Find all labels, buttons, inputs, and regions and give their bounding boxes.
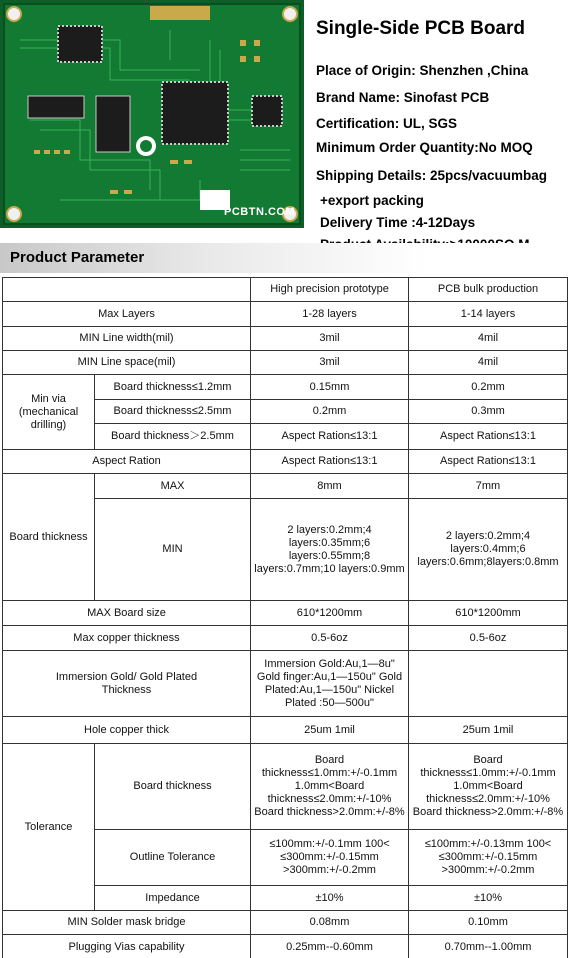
max-layers-proto: 1-28 layers (251, 302, 409, 327)
board-thickness-max-proto: 8mm (251, 474, 409, 499)
min-via-sub-label: Board thickness≤2.5mm (95, 400, 251, 424)
min-via-proto: 0.2mm (251, 400, 409, 424)
max-layers-bulk: 1-14 layers (409, 302, 568, 327)
table-row (3, 744, 568, 830)
pcb-board-photo (0, 0, 304, 228)
spec-brand-name: Brand Name: Sinofast PCB (316, 90, 490, 105)
tolerance-board-thickness-proto: Board thickness≤1.0mm:+/-0.1mm 1.0mm<Board thickness≤2.0mm:+/-10% Board thickness>2.0mm:+/-8% (251, 744, 409, 830)
board-thickness-min-bulk: 2 layers:0.2mm;4 layers:0.4mm;6 layers:0.6mm;8layers:0.8mm (409, 499, 568, 601)
table-row (3, 327, 568, 351)
spec-certification: Certification: UL, SGS (316, 116, 458, 131)
min-via-proto: 0.15mm (251, 375, 409, 400)
board-thickness-min-label: MIN (95, 499, 251, 601)
min-via-bulk: 0.2mm (409, 375, 568, 400)
row-label-aspect-ration: Aspect Ration (3, 450, 251, 474)
immersion-gold-bulk (409, 651, 568, 717)
min-via-bulk: Aspect Ration≤13:1 (409, 424, 568, 450)
tolerance-outline-bulk: ≤100mm:+/-0.13mm 100< ≤300mm:+/-0.15mm >300mm:+/-0.2mm (409, 830, 568, 886)
spec-export-packing: +export packing (320, 193, 424, 208)
table-row (3, 717, 568, 744)
plugging-vias-proto: 0.25mm--0.60mm (251, 935, 409, 958)
tolerance-board-thickness-label: Board thickness (95, 744, 251, 830)
table-row (3, 626, 568, 651)
min-via-bulk: 0.3mm (409, 400, 568, 424)
min-line-width-bulk: 4mil (409, 327, 568, 351)
table-row (3, 911, 568, 935)
min-via-proto: Aspect Ration≤13:1 (251, 424, 409, 450)
row-label-min-line-width: MIN Line width(mil) (3, 327, 251, 351)
pcb-board-illustration (0, 0, 304, 228)
spec-delivery-time: Delivery Time :4-12Days (320, 215, 476, 230)
hole-copper-proto: 25um 1mil (251, 717, 409, 744)
solder-mask-proto: 0.08mm (251, 911, 409, 935)
row-label-max-copper: Max copper thickness (3, 626, 251, 651)
max-copper-proto: 0.5-6oz (251, 626, 409, 651)
spec-shipping-details: Shipping Details: 25pcs/vacuumbag (316, 168, 548, 183)
aspect-ration-proto: Aspect Ration≤13:1 (251, 450, 409, 474)
row-label-board-thickness: Board thickness (3, 474, 95, 601)
header-blank-cell (3, 278, 251, 302)
plugging-vias-bulk: 0.70mm--1.00mm (409, 935, 568, 958)
hole-copper-bulk: 25um 1mil (409, 717, 568, 744)
min-line-width-proto: 3mil (251, 327, 409, 351)
table-header-row (3, 278, 568, 302)
section-title: Product Parameter (10, 249, 145, 266)
table-row (3, 450, 568, 474)
min-line-space-bulk: 4mil (409, 351, 568, 375)
solder-mask-bulk: 0.10mm (409, 911, 568, 935)
table-row (3, 651, 568, 717)
product-parameter-table (2, 277, 568, 958)
board-thickness-max-label: MAX (95, 474, 251, 499)
row-label-solder-mask: MIN Solder mask bridge (3, 911, 251, 935)
header-prototype: High precision prototype (251, 278, 409, 302)
row-label-max-board-size: MAX Board size (3, 601, 251, 626)
table-row (3, 601, 568, 626)
board-thickness-max-bulk: 7mm (409, 474, 568, 499)
row-label-min-via: Min via (mechanical drilling) (3, 375, 95, 450)
row-label-min-line-space: MIN Line space(mil) (3, 351, 251, 375)
max-copper-bulk: 0.5-6oz (409, 626, 568, 651)
table-row (3, 935, 568, 958)
tolerance-outline-label: Outline Tolerance (95, 830, 251, 886)
row-label-hole-copper: Hole copper thick (3, 717, 251, 744)
table-row (3, 351, 568, 375)
row-label-tolerance: Tolerance (3, 744, 95, 911)
header-bulk: PCB bulk production (409, 278, 568, 302)
tolerance-impedance-proto: ±10% (251, 886, 409, 911)
tolerance-board-thickness-bulk: Board thickness≤1.0mm:+/-0.1mm 1.0mm<Board thickness≤2.0mm:+/-10% Board thickness>2.0mm:+/-8% (409, 744, 568, 830)
max-board-size-bulk: 610*1200mm (409, 601, 568, 626)
tolerance-outline-proto: ≤100mm:+/-0.1mm 100< ≤300mm:+/-0.15mm >300mm:+/-0.2mm (251, 830, 409, 886)
table-row (3, 375, 568, 400)
table-row (3, 302, 568, 327)
row-label-max-layers: Max Layers (3, 302, 251, 327)
product-title: Single-Side PCB Board (316, 18, 526, 39)
pcb-watermark: PCBTN.COM (224, 206, 296, 218)
aspect-ration-bulk: Aspect Ration≤13:1 (409, 450, 568, 474)
spec-moq: Minimum Order Quantity:No MOQ (316, 140, 533, 155)
tolerance-impedance-bulk: ±10% (409, 886, 568, 911)
max-board-size-proto: 610*1200mm (251, 601, 409, 626)
spec-place-of-origin: Place of Origin: Shenzhen ,China (316, 63, 529, 78)
min-line-space-proto: 3mil (251, 351, 409, 375)
table-row (3, 474, 568, 499)
row-label-plugging-vias: Plugging Vias capability (3, 935, 251, 958)
min-via-sub-label: Board thickness＞2.5mm (95, 424, 251, 450)
immersion-gold-proto: Immersion Gold:Au,1—8u" Gold finger:Au,1—150u" Gold Plated:Au,1—150u" Nickel Plated :50—500u" (251, 651, 409, 717)
min-via-sub-label: Board thickness≤1.2mm (95, 375, 251, 400)
tolerance-impedance-label: Impedance (95, 886, 251, 911)
board-thickness-min-proto: 2 layers:0.2mm;4 layers:0.35mm;6 layers:0.55mm;8 layers:0.7mm;10 layers:0.9mm (251, 499, 409, 601)
row-label-immersion-gold: Immersion Gold/ Gold Plated Thickness (3, 651, 251, 717)
product-parameter-header (0, 243, 569, 273)
